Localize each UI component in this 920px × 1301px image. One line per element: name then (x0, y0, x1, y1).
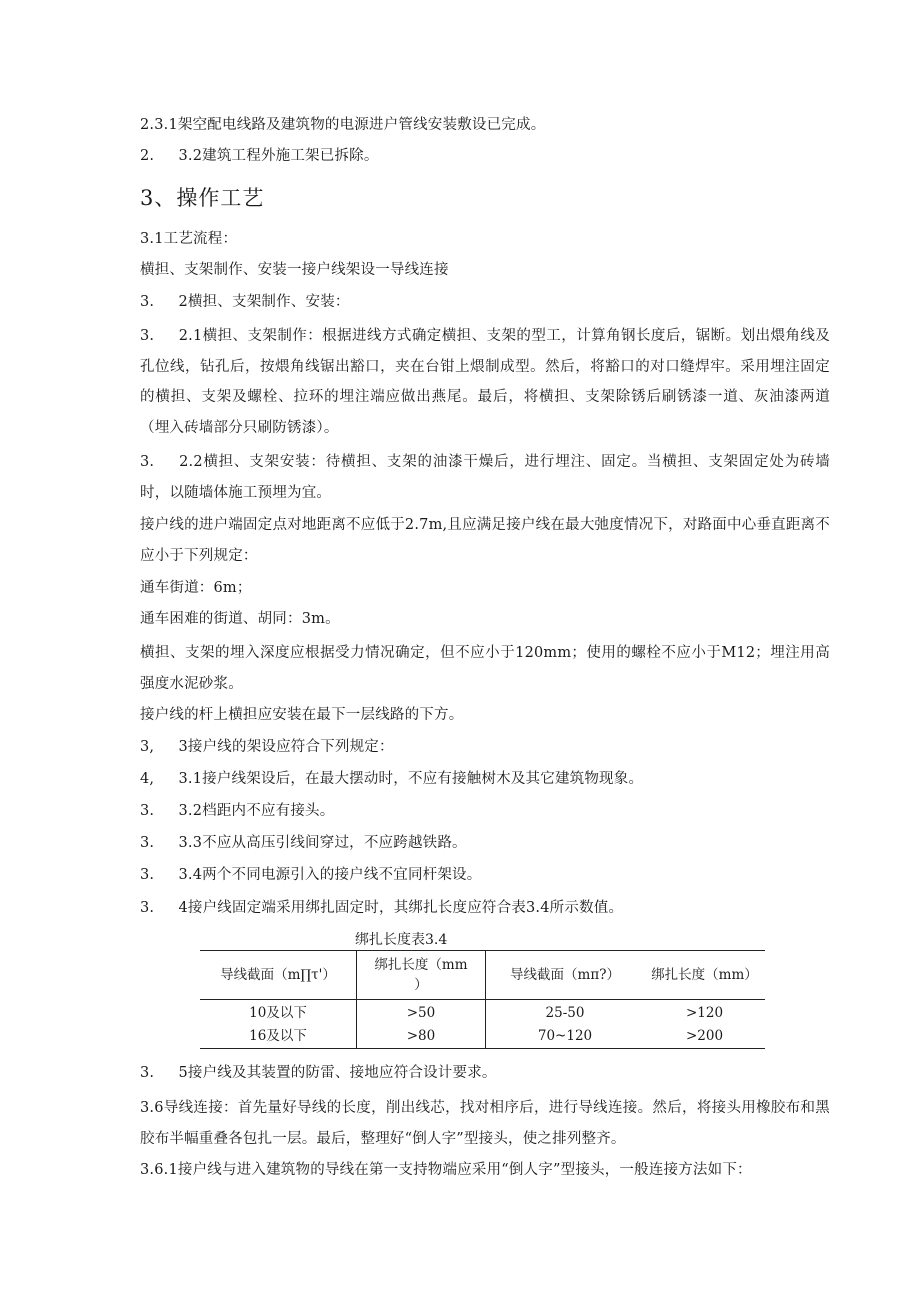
header-binding-length-2: 绑扎长度（mm） (644, 951, 765, 1000)
binding-length-table (200, 950, 765, 1049)
table-cell: >120 (685, 1005, 724, 1021)
paragraph-3-2-1: 3. 2.1横担、支架制作：根据进线方式确定横担、支架的型工，计算角钢长度后，锯断。划出煨角线及孔位线，钻孔后，按煨角线锯出豁口，夹在台钳上煨制成型。然后，将豁口的对口缝焊牢。采用埋注固定的横担、支架及螺栓、拉环的埋注端应做出燕尾。最后，将横担、支架除锈后刷锈漆一道、灰油漆两道（埋入砖墙部分只刷防锈漆）。 (140, 328, 830, 436)
process-flow: 横担、支架制作、安装一接户线架设一导线连接 (140, 262, 449, 278)
paragraph-2-3-1: 2.3.1架空配电线路及建筑物的电源进户管线安装敷设已完成。 (140, 117, 546, 133)
paragraph-3-3-4: 3. 3.4两个不同电源引入的接户线不宜同杆架设。 (140, 867, 482, 883)
paragraph-3-5: 3. 5接户线及其装置的防雷、接地应符合设计要求。 (140, 1065, 497, 1081)
table-cell: 10及以下 (200, 1000, 357, 1026)
alley-clearance: 通车困难的街道、胡同：3m。 (140, 611, 340, 627)
table-row (200, 1000, 765, 1026)
table-cell: 16及以下 (200, 1025, 357, 1049)
paragraph-3-6: 3.6导线连接：首先量好导线的长度，削出线芯，找对相序后，进行导线连接。然后，将接头用橡胶布和黑胶布半幅重叠各包扎一层。最后，整理好“倒人字”型接头，使之排列整齐。 (140, 1100, 830, 1147)
street-clearance: 通车街道：6m； (140, 580, 252, 596)
paragraph-3-3-3: 3. 3.3不应从高压引线间穿过，不应跨越铁路。 (140, 835, 467, 851)
paragraph-3-2: 3. 2横担、支架制作、安装： (140, 294, 350, 310)
header-binding-length-1: 绑扎长度（mm ） (357, 951, 486, 1000)
table-header-row (200, 951, 765, 1000)
header-conductor-section-1: 导线截面（m∏τ'） (200, 951, 357, 1000)
table-cell: 70~120 (537, 1028, 593, 1044)
paragraph-3-1: 3.1工艺流程： (140, 231, 238, 247)
section-heading: 3、操作工艺 (140, 186, 265, 210)
clearance-rule: 接户线的进户端固定点对地距离不应低于2.7m,且应满足接户线在最大弛度情况下，对路面中心垂直距离不应小于下列规定： (140, 517, 830, 564)
paragraph-3-2-2: 3. 2.2横担、支架安装：待横担、支架的油漆干燥后，进行埋注、固定。当横担、支架固定处为砖墙时，以随墙体施工预埋为宜。 (140, 454, 830, 501)
table-caption: 绑扎长度表3.4 (355, 932, 448, 948)
paragraph-2-3-2: 2. 3.2建筑工程外施工架已拆除。 (140, 148, 379, 164)
paragraph-3-3: 3, 3接户线的架设应符合下列规定： (140, 739, 394, 755)
paragraph-3-6-1: 3.6.1接户线与进入建筑物的导线在第一支持物端应采用“倒人字”型接头，一般连接方法如下： (140, 1162, 752, 1178)
table-row (200, 1025, 765, 1049)
paragraph-3-3-2: 3. 3.2档距内不应有接头。 (140, 803, 335, 819)
crossarm-position: 接户线的杆上横担应安装在最下一层线路的下方。 (140, 707, 464, 723)
table-cell: >80 (357, 1025, 486, 1049)
embed-depth-rule: 横担、支架的埋入深度应根据受力情况确定，但不应小于120mm；使用的螺栓不应小于M12；埋注用高强度水泥砂浆。 (140, 645, 830, 692)
paragraph-3-3-1: 4, 3.1接户线架设后，在最大摆动时，不应有接触树木及其它建筑物现象。 (140, 771, 644, 787)
header-conductor-section-2: 导线截面（mπ?） (486, 951, 645, 1000)
table-cell: 25-50 (545, 1005, 585, 1021)
table-cell: >50 (357, 1000, 486, 1026)
paragraph-3-4: 3. 4接户线固定端采用绑扎固定时，其绑扎长度应符合表3.4所示数值。 (140, 900, 624, 916)
table-cell: >200 (685, 1028, 724, 1044)
